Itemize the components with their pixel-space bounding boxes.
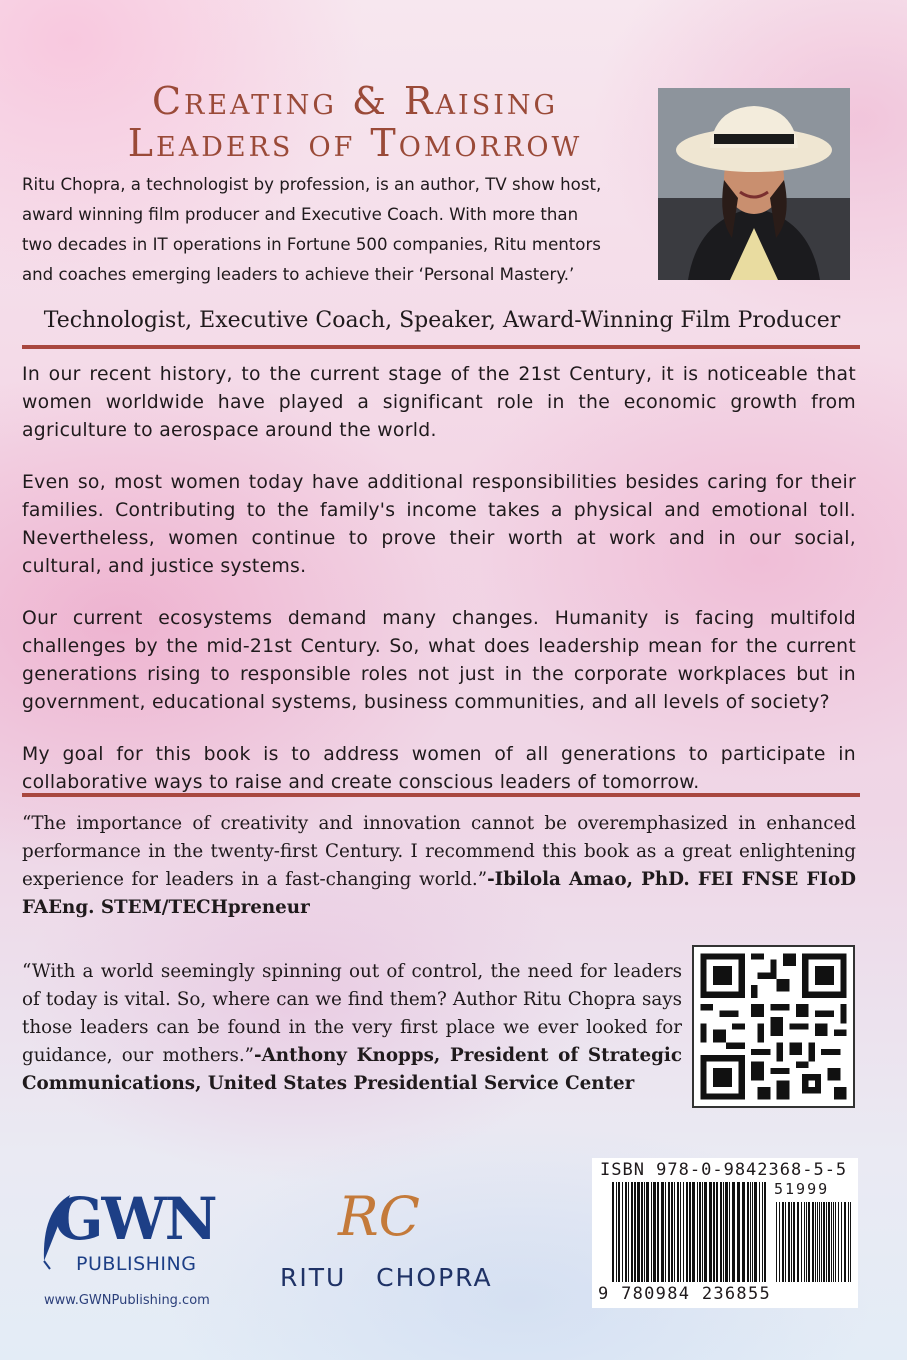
barcode-bar: [742, 1182, 745, 1282]
divider-bottom: [22, 793, 860, 797]
barcode-bar: [729, 1182, 730, 1282]
barcode-bar: [747, 1182, 749, 1282]
bio-line: Ritu Chopra, a technologist by profession, is an author, TV show host,: [22, 175, 602, 194]
book-title: [40, 80, 670, 164]
barcode-bar: [618, 1182, 620, 1282]
barcode-bar: [622, 1182, 623, 1282]
isbn-number: ISBN 978-0-9842368-5-5: [600, 1160, 848, 1180]
barcode-bar: [841, 1202, 842, 1282]
barcode-bar: [668, 1182, 670, 1282]
barcode-bar: [850, 1202, 851, 1282]
author-portrait-image: [658, 88, 850, 280]
barcode-bar: [709, 1182, 712, 1282]
barcode-bar: [713, 1182, 715, 1282]
barcode-bar: [823, 1202, 825, 1282]
barcode-bar: [631, 1182, 633, 1282]
bio-line: award winning film producer and Executive Coach. With more than: [22, 205, 579, 224]
barcode-bar: [821, 1202, 822, 1282]
barcode-bar: [699, 1182, 701, 1282]
barcode-bar: [644, 1182, 645, 1282]
barcode-bar: [723, 1182, 724, 1282]
barcode-bar: [651, 1182, 652, 1282]
publisher-url[interactable]: www.GWNPublishing.com: [44, 1293, 210, 1308]
barcode-digits: 9 780984 236855: [598, 1284, 772, 1304]
barcode-bar: [653, 1182, 656, 1282]
endorsement-attribution: -Ibilola Amao, PhD. FEI FNSE FIoD FAEng. STEM/TECHpreneur: [22, 869, 856, 918]
barcode-bar: [616, 1182, 617, 1282]
bio-line: and coaches emerging leaders to achieve their ‘Personal Mastery.’: [22, 265, 575, 284]
barcode-bar: [657, 1182, 659, 1282]
barcode-bar: [697, 1182, 698, 1282]
barcode-bar: [779, 1202, 780, 1282]
title-line-1: Creating & Raising: [151, 79, 559, 123]
publisher-logo: [36, 1185, 246, 1315]
barcode-bar: [671, 1182, 673, 1282]
barcode-bar: [628, 1182, 629, 1282]
barcode-bar: [716, 1182, 718, 1282]
barcode-bar: [720, 1182, 722, 1282]
barcode-bar: [674, 1182, 675, 1282]
endorsement-text: [22, 958, 682, 1098]
barcode-bar: [732, 1182, 735, 1282]
title-line-2: Leaders of Tomorrow: [127, 121, 583, 165]
barcode-bar: [812, 1202, 814, 1282]
author-tagline: Technologist, Executive Coach, Speaker, Award-Winning Film Producer: [43, 308, 841, 333]
barcode-bar: [804, 1202, 805, 1282]
barcode-bar: [817, 1202, 818, 1282]
barcode-bar: [844, 1202, 846, 1282]
qr-code-icon[interactable]: [692, 945, 855, 1108]
bio-line: two decades in IT operations in Fortune 500 companies, Ritu mentors: [22, 235, 601, 254]
barcode-bar: [797, 1202, 799, 1282]
endorsement-attribution: -Anthony Knopps, President of Strategic Communications, United States Presidential Service Center: [22, 1045, 682, 1094]
barcode-bar: [788, 1202, 790, 1282]
barcode-bar: [815, 1202, 816, 1282]
endorsement-quote: “The importance of creativity and innovation cannot be overemphasized in enhanced performance in the twenty-first Century. I recommend this book as a great enlightening experience for leaders in a fast-changing world.”: [22, 813, 856, 890]
barcode-bar: [762, 1182, 763, 1282]
divider-top: [22, 345, 860, 349]
barcode-bar: [737, 1182, 740, 1282]
endorsement-text: [22, 810, 856, 922]
barcode-bar: [759, 1182, 760, 1282]
endorsement-quote: “With a world seemingly spinning out of control, the need for leaders of today is vital. So, where can we find them? Author Ritu Chopra says those leaders can be found in the very first place we ever looked for guidance, our mothers.”: [22, 961, 682, 1066]
description-paragraph: Our current ecosystems demand many changes. Humanity is facing multifold challenges by the mid-21st Century. So, what does leadership mean for the current generations rising to responsible roles not just in the corporate workplaces but in government, educational systems, business communities, and all levels of society?: [22, 608, 856, 713]
author-logo: [280, 1185, 540, 1295]
barcode-bar: [791, 1202, 792, 1282]
endorsement-1: [22, 810, 856, 922]
barcode-bar: [793, 1202, 795, 1282]
barcode-bar: [801, 1202, 802, 1282]
barcode-bar: [828, 1202, 830, 1282]
publisher-logo-sub: PUBLISHING: [76, 1253, 197, 1275]
author-monogram: RC: [338, 1185, 420, 1248]
barcode-bar: [776, 1202, 777, 1282]
author-logo-name: RITU CHOPRA: [280, 1263, 493, 1292]
book-description: [22, 361, 856, 821]
barcode-bar: [686, 1182, 688, 1282]
barcode-bar: [625, 1182, 627, 1282]
barcode-bar: [689, 1182, 691, 1282]
barcode-bar: [752, 1182, 753, 1282]
barcode-bar: [808, 1202, 810, 1282]
barcode-bar: [661, 1182, 664, 1282]
barcode-bar: [677, 1182, 679, 1282]
barcode-bar: [646, 1182, 649, 1282]
barcode-bar: [819, 1202, 820, 1282]
price-code: 51999: [774, 1180, 830, 1198]
barcode-bar: [831, 1202, 832, 1282]
barcode-bar: [785, 1202, 786, 1282]
barcode-bar: [704, 1182, 707, 1282]
barcode-bar: [764, 1182, 766, 1282]
barcode-bar: [806, 1202, 807, 1282]
description-paragraph: My goal for this book is to address women of all generations to participate in collaborative ways to raise and create conscious leaders of tomorrow.: [22, 744, 856, 793]
barcode-bar: [835, 1202, 836, 1282]
barcode-bar: [725, 1182, 728, 1282]
isbn-barcode: [592, 1158, 858, 1308]
barcode-bar: [826, 1202, 827, 1282]
barcode-bar: [637, 1182, 640, 1282]
description-paragraph: In our recent history, to the current stage of the 21st Century, it is noticeable that women worldwide have played a significant role in the economic growth from agriculture to aerospace around the world.: [22, 364, 856, 441]
barcode-bar: [702, 1182, 703, 1282]
barcode-bar: [848, 1202, 849, 1282]
author-portrait: [658, 88, 850, 280]
description-paragraph: Even so, most women today have additional responsibilities besides caring for their families. Contributing to the family's income takes a physical and emotional toll. Nevertheless, women continue to prove their worth at work and in our social, cultural, and justice systems.: [22, 472, 856, 577]
barcode-bar: [683, 1182, 684, 1282]
barcode-bar: [680, 1182, 681, 1282]
barcode-bar: [612, 1182, 614, 1282]
barcode-bar: [634, 1182, 636, 1282]
barcode-bar: [641, 1182, 643, 1282]
barcode-bar: [750, 1182, 751, 1282]
barcode-bar: [833, 1202, 834, 1282]
qr-code-pattern: [694, 947, 853, 1106]
endorsement-2: [22, 958, 682, 1098]
publisher-logo-text: GWN: [54, 1185, 216, 1253]
barcode-bar: [665, 1182, 666, 1282]
author-bio: [22, 170, 652, 290]
barcode-bar: [782, 1202, 784, 1282]
barcode-bar: [692, 1182, 695, 1282]
barcode-bar: [838, 1202, 839, 1282]
barcode-bar: [754, 1182, 757, 1282]
